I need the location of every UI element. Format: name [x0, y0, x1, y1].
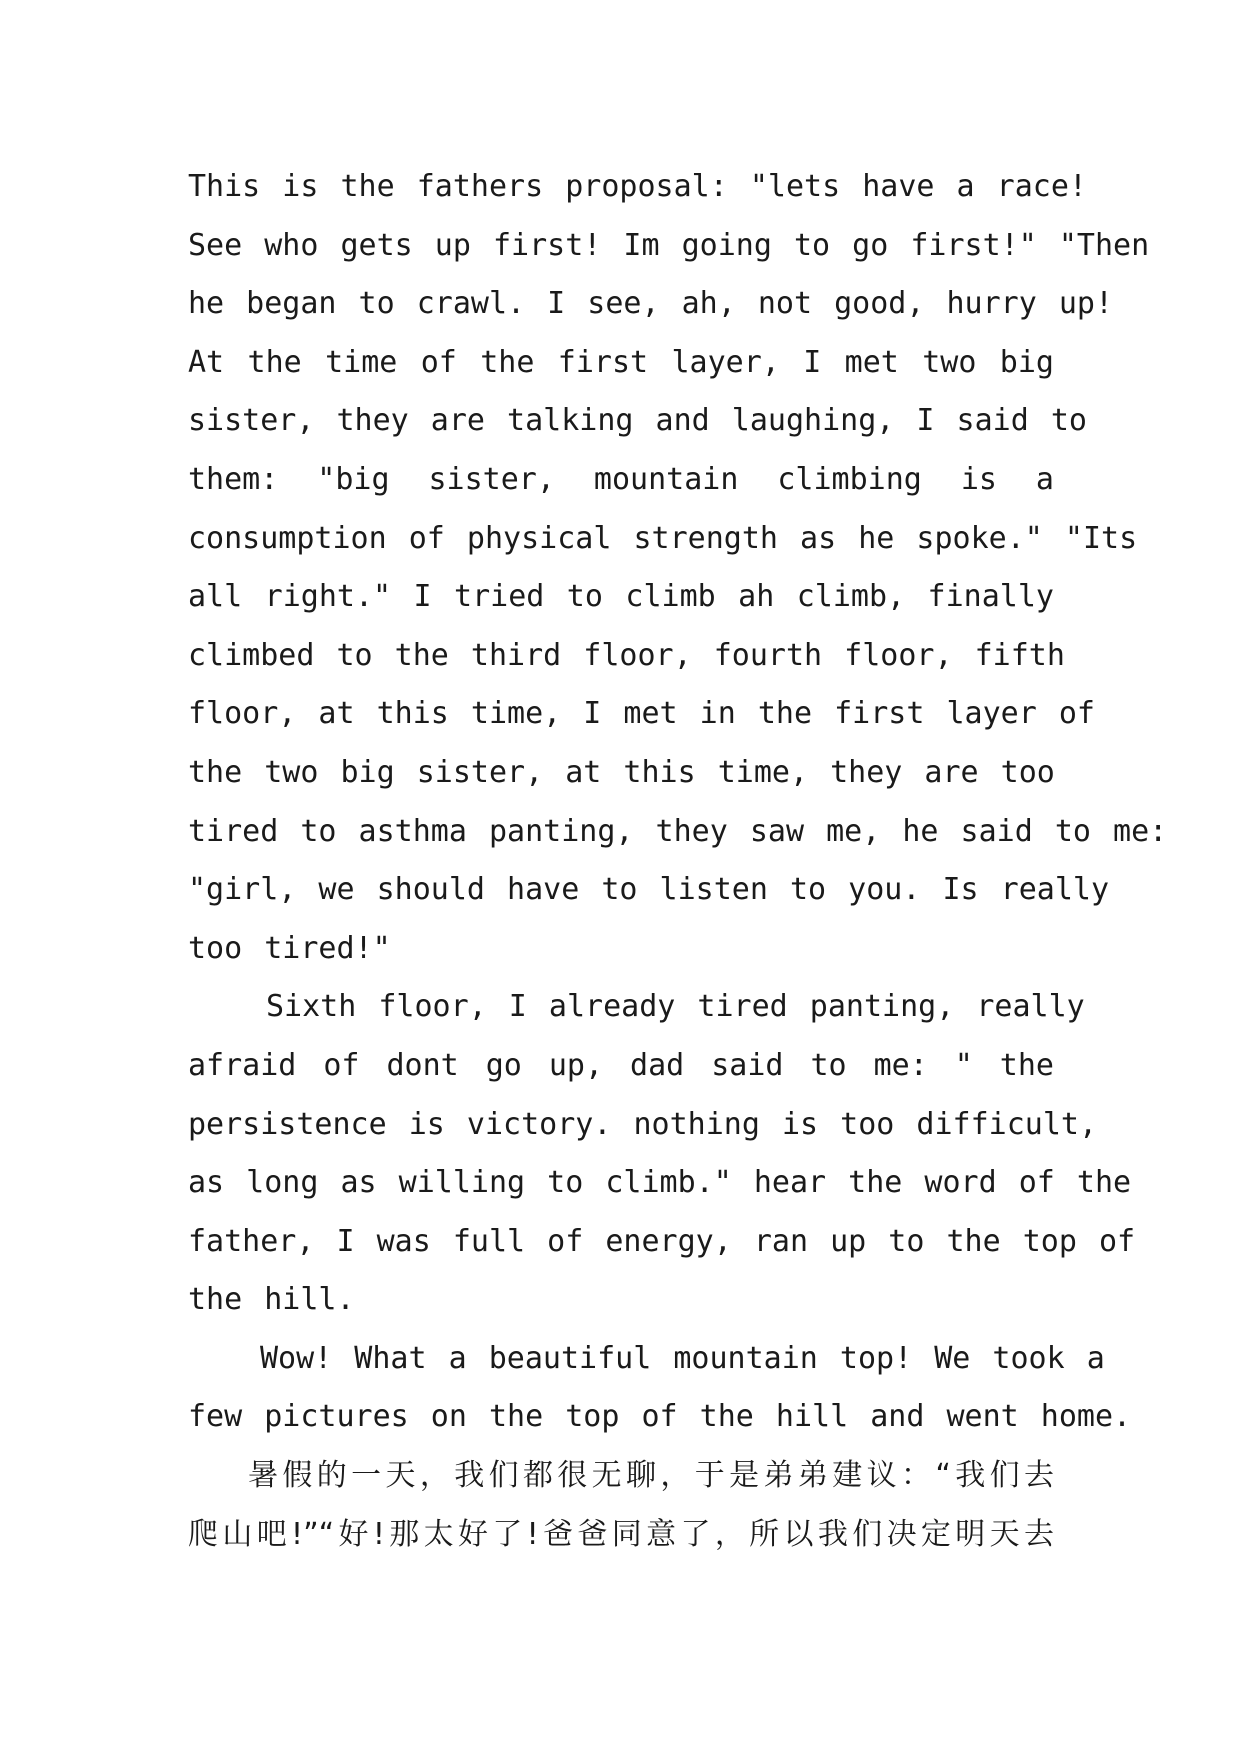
text-line: persistence is victory. nothing is too difficult, [188, 1106, 1098, 1142]
text-line: consumption of physical strength as he spoke." "Its [188, 520, 1138, 556]
text-line: tired to asthma panting, they saw me, he said to me: [188, 813, 1168, 849]
text-line: few pictures on the top of the hill and went home. [188, 1399, 1132, 1435]
document-body [188, 158, 1168, 1564]
text-line: the two big sister, at this time, they are too [188, 754, 1055, 790]
text-line: he began to crawl. I see, ah, not good, hurry up! [188, 286, 1114, 322]
paragraph-3 [188, 1330, 1132, 1447]
paragraph-1 [188, 158, 1168, 978]
text-line: father, I was full of energy, ran up to the top of [188, 1223, 1136, 1259]
text-line: 暑假的一天，我们都很无聊，于是弟弟建议：“我们去 [248, 1458, 1054, 1494]
text-line: Sixth floor, I already tired panting, really [266, 989, 1085, 1025]
text-line: afraid of dont go up, dad said to me: " the [188, 1047, 1054, 1083]
text-line: Wow! What a beautiful mountain top! We took a [260, 1340, 1105, 1376]
text-line: 爬山吧!”“好!那太好了!爸爸同意了，所以我们决定明天去 [188, 1516, 1054, 1552]
text-line: sister, they are talking and laughing, I said to [188, 403, 1087, 439]
paragraph-2 [188, 978, 1136, 1330]
paragraph-4 [188, 1447, 1054, 1564]
text-line: the hill. [188, 1282, 355, 1318]
text-line: too tired!" [188, 930, 391, 966]
text-line: See who gets up first! Im going to go first!" "Then [188, 227, 1150, 263]
text-line: "girl, we should have to listen to you. Is really [188, 872, 1110, 908]
text-line: This is the fathers proposal: "lets have a race! [188, 169, 1087, 204]
text-line: climbed to the third floor, fourth floor, fifth [188, 637, 1065, 673]
text-line: them: "big sister, mountain climbing is a [188, 461, 1054, 497]
text-line: floor, at this time, I met in the first layer of [188, 696, 1095, 732]
text-line: all right." I tried to climb ah climb, finally [188, 579, 1054, 615]
text-line: as long as willing to climb." hear the word of the [188, 1165, 1132, 1201]
text-line: At the time of the first layer, I met two big [188, 344, 1054, 380]
